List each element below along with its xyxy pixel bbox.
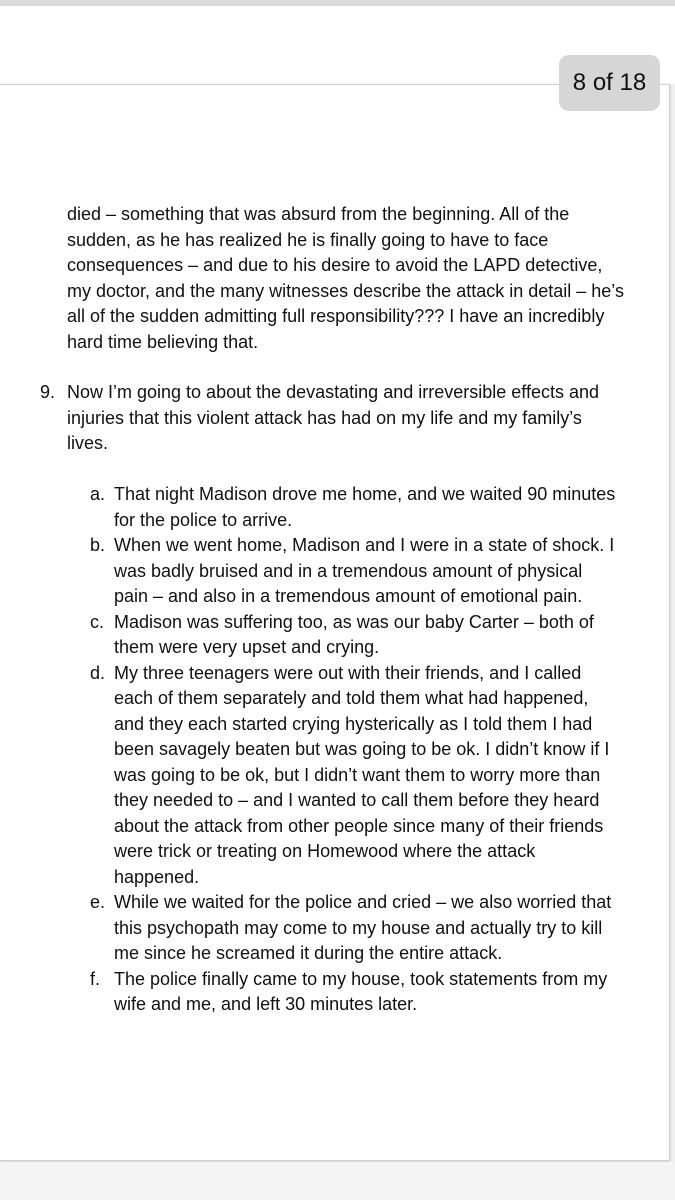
sub-item-c [90,610,630,661]
sub-item-e [90,890,630,967]
sub-item-text: The police finally came to my house, took statements from my wife and me, and left 30 minutes later. [114,968,608,1014]
sub-item-text: Madison was suffering too, as was our baby Carter – both of them were very upset and crying. [114,611,594,657]
next-page-gap [0,1162,675,1200]
sub-item-text: That night Madison drove me home, and we waited 90 minutes for the police to arrive. [114,484,616,530]
sub-item-f [90,967,630,1018]
sub-item-text: My three teenagers were out with their friends, and I called each of them separately and told them what had happened, and they each started crying hysterically as I told them I had been savagely beaten but was going to be ok. I didn’t know if I was going to be ok, but I didn’t want them to worry more than they needed to – and I wanted to call them before they heard about the attack from other people since many of their friends were trick or treating on Homewood where the attack happened. [114,662,610,887]
continued-paragraph: died – something that was absurd from the beginning. All of the sudden, as he has realized he is finally going to have to face consequences – and due to his desire to avoid the LAPD detective, my doctor, and the many witnesses describe the attack in detail – he’s all of the sudden admitting full responsibility??? I have an incredibly hard time believing that. [67,204,624,352]
page-indicator: 8 of 18 [559,55,660,111]
sub-item-letter: d. [90,662,106,683]
sub-item-letter: b. [90,535,106,555]
sub-item-a [90,482,630,533]
sub-item-letter: e. [90,892,106,912]
sub-item-letter: f. [90,968,101,989]
numbered-item-9 [40,380,630,457]
sub-item-d [90,661,630,891]
item-number: 9. [40,382,56,402]
sub-item-b [90,533,630,610]
sub-item-text: When we went home, Madison and I were in a state of shock. I was badly bruised and in a tremendous amount of physical pain – and also in a tremendous amount of emotional pain. [114,535,615,606]
sub-item-letter: a. [90,484,106,504]
sub-item-list [90,482,630,1018]
sub-item-letter: c. [90,611,105,632]
sub-item-text: While we waited for the police and cried – we also worried that this psychopath may come to my house and actually try to kill me since he screamed it during the entire attack. [114,892,612,963]
item-text: Now I’m going to about the devastating and irreversible effects and injuries that this violent attack has had on my life and my family’s lives. [67,382,599,453]
